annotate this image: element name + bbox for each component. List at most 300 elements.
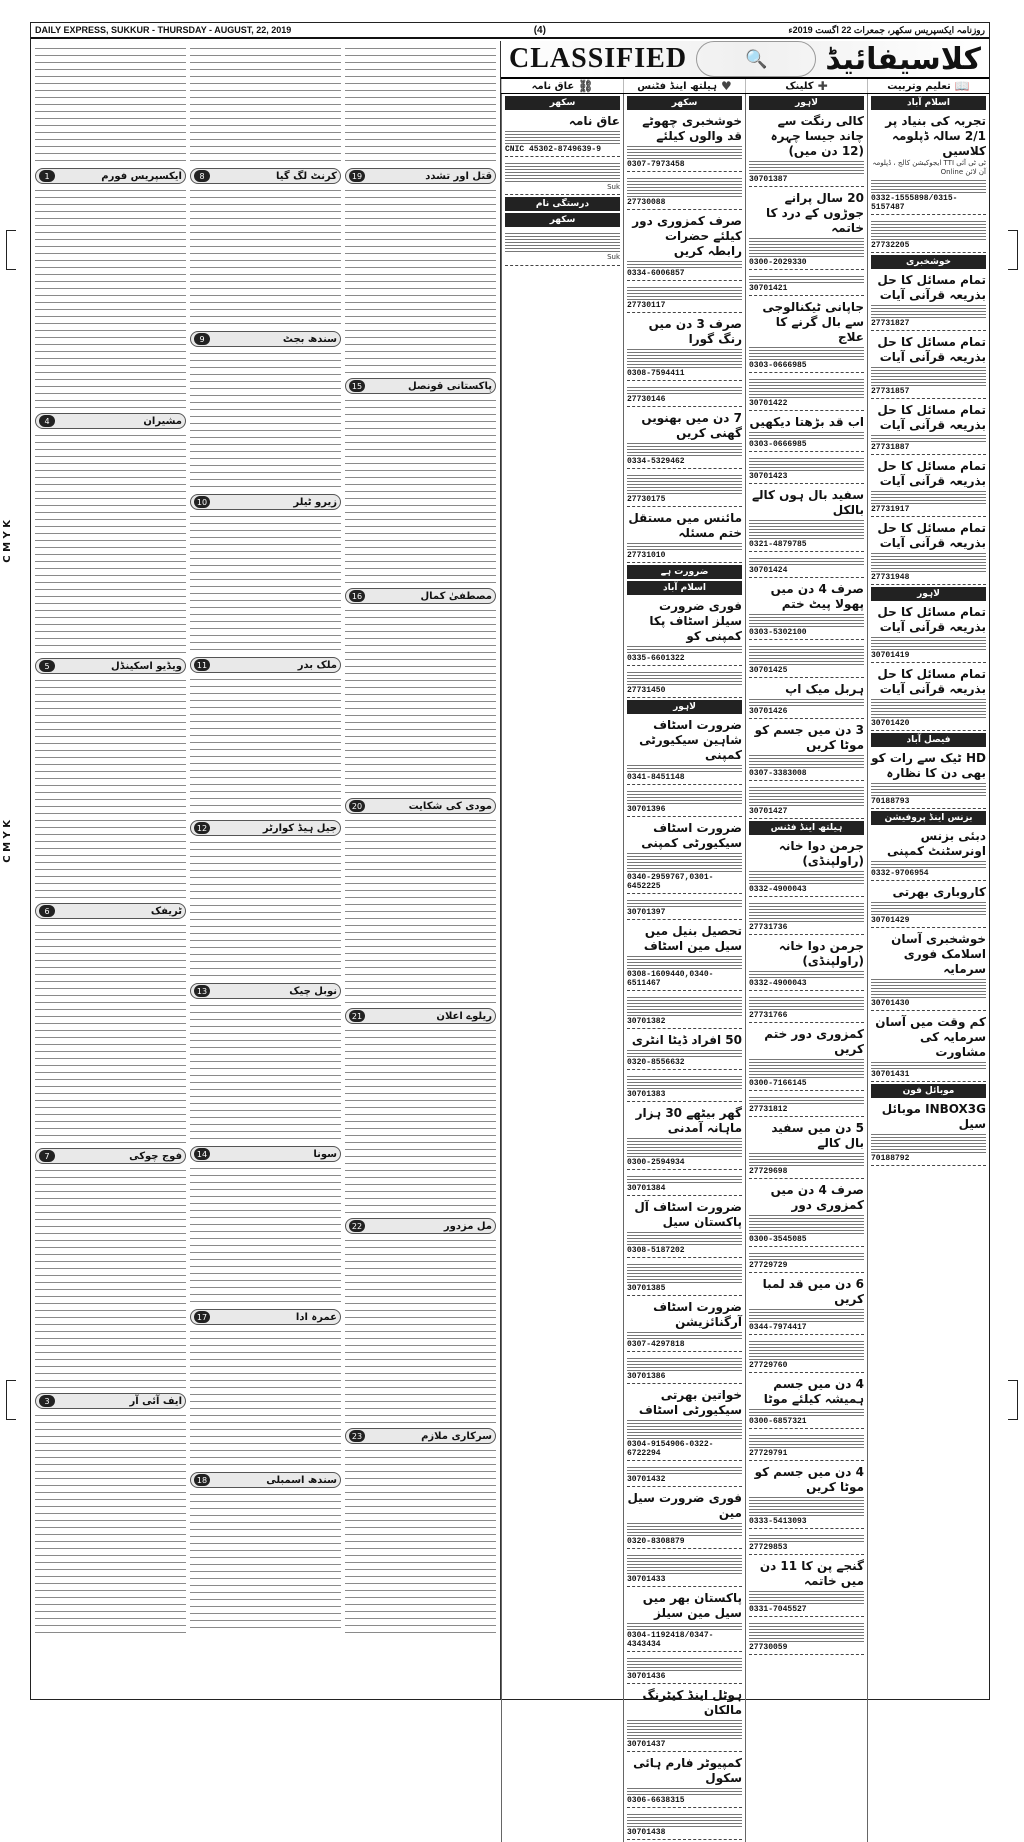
classified-ad: [627, 1260, 742, 1296]
ad-headline: اب قد بڑھتا دیکھیں: [749, 415, 864, 429]
classified-columns: [501, 94, 989, 1842]
ad-contact: 0300-3545085: [749, 1235, 807, 1244]
ad-contact: 27731857: [871, 386, 910, 396]
classified-ad: [627, 1754, 742, 1808]
news-story: [190, 1472, 341, 1632]
ad-contact: 30701385: [627, 1284, 666, 1293]
ad-body-text: [871, 303, 986, 319]
news-story: [190, 1309, 341, 1469]
news-story: [35, 413, 186, 655]
classified-ad: [749, 1337, 864, 1373]
classified-ad: [627, 112, 742, 172]
ad-headline: 4 دن میں جسم ہمیشہ کیلئے موٹا: [763, 1377, 864, 1406]
story-header: [35, 658, 186, 674]
classified-ad: [627, 471, 742, 507]
classified-ad: [749, 1463, 864, 1529]
classified-ad: [749, 837, 864, 897]
ad-contact: 30701383: [627, 1090, 666, 1099]
story-text: [35, 432, 186, 655]
ad-headline: تمام مسائل کا حل بذریعہ قرآنی آیات: [877, 334, 986, 364]
classified-ad: [627, 1463, 742, 1487]
ad-headline: صرف 4 دن میں پھولا پیٹ ختم: [770, 582, 864, 611]
story-header: [35, 168, 186, 184]
ad-body-text: [505, 161, 620, 183]
book-icon: 📖: [954, 79, 970, 93]
classified-ad: [749, 899, 864, 935]
ad-body-text: [627, 954, 742, 970]
ad-contact: 30701423: [749, 472, 788, 481]
ad-headline: ضرورت اسٹاف آل پاکستان سیل: [634, 1200, 742, 1229]
news-story: [35, 1393, 186, 1635]
story-text: [345, 1027, 496, 1215]
classified-ad: [627, 819, 742, 894]
story-header: [345, 798, 496, 814]
ad-body-text: [505, 129, 620, 145]
story-title: مودی کی شکایت: [408, 800, 492, 812]
classified-ad: [749, 937, 864, 991]
banner-urdu: کلاسیفائیڈ: [825, 41, 981, 77]
news-story: [35, 1148, 186, 1390]
section-heading: ضرورت ہے: [627, 565, 742, 579]
crop-mark: [1008, 230, 1018, 270]
news-story: [345, 1428, 496, 1635]
story-title: نوبل چیک: [289, 985, 337, 997]
section-heading: خوشخبری: [871, 255, 986, 269]
story-text: [345, 187, 496, 375]
ad-contact: 30701437: [627, 1740, 666, 1749]
ad-body-text: [627, 763, 742, 773]
ad-contact: 30701386: [627, 1372, 666, 1381]
story-text: [345, 1237, 496, 1425]
page-header: [31, 23, 989, 39]
story-text: [190, 513, 341, 654]
ad-body-text: [627, 898, 742, 908]
classified-ad: [627, 787, 742, 817]
story-title: سندھ بجٹ: [282, 333, 337, 345]
ad-body-text: [749, 1533, 864, 1543]
ad-body-text: [627, 285, 742, 301]
classified-ad: [627, 1386, 742, 1461]
ad-body-text: [871, 977, 986, 999]
ad-contact: 27731827: [871, 318, 910, 328]
classified-ad: [871, 665, 986, 731]
classified-ad: [627, 922, 742, 991]
story-title: جیل ہیڈ کوارٹر: [262, 822, 337, 834]
newspaper-page: [30, 22, 990, 1837]
ad-contact: 30701432: [627, 1475, 666, 1484]
story-number: 16: [349, 590, 365, 602]
story-text: [35, 677, 186, 900]
story-text: [345, 45, 496, 165]
news-story: [190, 168, 341, 328]
ad-body-text: [627, 1136, 742, 1158]
ad-body-text: [749, 159, 864, 175]
section-heading: سکھر: [505, 96, 620, 110]
news-column-1: [345, 45, 496, 1695]
classified-ad: [505, 159, 620, 195]
ad-contact: 30701382: [627, 1017, 666, 1026]
ad-body-text: [627, 1621, 742, 1631]
ad-headline: فوری ضرورت سیلز اسٹاف پکا کمپنی کو: [649, 599, 742, 643]
ad-body-text: [749, 644, 864, 666]
classified-ad: [627, 1589, 742, 1652]
ad-headline: گنجے پن کا 11 دن میں خاتمہ: [759, 1559, 864, 1588]
crop-mark: [1008, 1380, 1018, 1420]
ad-contact: 27730088: [627, 198, 666, 207]
ad-headline: فوری ضرورت سیل مین: [627, 1491, 742, 1520]
ad-contact: 0304-1192418/0347-4343434: [627, 1631, 714, 1649]
category-clinic: ✚ کلینک: [745, 79, 867, 93]
ad-headline: خوشخبری چھوٹے قد والوں کیلئے: [642, 114, 742, 143]
ad-text: Suk: [607, 253, 620, 262]
news-story: [345, 168, 496, 375]
classified-ad: [627, 1104, 742, 1170]
classified-ad: [627, 1031, 742, 1070]
ad-headline: تجربہ کی بنیاد پر 2/1 سالہ ڈپلومہ کلاسیں: [885, 114, 986, 158]
ad-body-text: [627, 1356, 742, 1372]
classified-ad: [627, 1686, 742, 1752]
ad-contact: 30701425: [749, 666, 788, 675]
news-story: [35, 658, 186, 900]
category-health-fitness: ♥ ہیلتھ اینڈ فٹنس: [623, 79, 745, 93]
story-header: [345, 1218, 496, 1234]
ad-body-text: [627, 851, 742, 873]
story-title: ایف آئی آر: [129, 1395, 182, 1407]
ad-contact: 30701396: [627, 805, 666, 814]
classified-ad: [627, 174, 742, 210]
classified-column: [745, 94, 867, 1842]
classified-ad: [749, 1557, 864, 1617]
story-number: 3: [39, 1395, 55, 1407]
classified-ad: [749, 1119, 864, 1179]
ad-contact: 30701430: [871, 998, 910, 1008]
story-title: پاکستانی قونصل: [407, 380, 492, 392]
classified-ad: [749, 1375, 864, 1429]
ad-body-text: [749, 518, 864, 540]
ad-body-text: [749, 1495, 864, 1517]
classified-ad: [749, 189, 864, 270]
ad-headline: تمام مسائل کا حل بذریعہ قرآنی آیات: [877, 520, 986, 550]
story-title: سندھ اسمبلی: [266, 1474, 337, 1486]
story-text: [345, 607, 496, 795]
ad-contact: 30701426: [749, 707, 788, 716]
story-header: [35, 1148, 186, 1164]
classified-ad: [749, 298, 864, 373]
classified-ad: [749, 783, 864, 819]
ad-contact: 27731917: [871, 504, 910, 514]
ad-body-text: [871, 219, 986, 241]
news-story: [35, 903, 186, 1145]
classified-ad: [749, 554, 864, 578]
ad-body-text: [627, 1656, 742, 1672]
ad-headline: تمام مسائل کا حل بذریعہ قرآنی آیات: [877, 402, 986, 432]
section-heading: لاہور: [627, 700, 742, 714]
ad-headline: گھر بیٹھے 30 ہزار ماہانہ آمدنی: [635, 1106, 742, 1135]
ad-contact: 30701436: [627, 1672, 666, 1681]
ad-contact: 30701421: [749, 284, 788, 293]
classified-ad: [627, 716, 742, 785]
ad-body-text: [749, 1621, 864, 1643]
category-disownment: ⛓ عاق نامہ: [501, 79, 623, 93]
ad-body-text: [749, 430, 864, 440]
ad-body-text: [749, 1251, 864, 1261]
ad-headline: 6 دن میں قد لمبا کریں: [762, 1277, 864, 1306]
ad-body-text: [871, 697, 986, 719]
ad-contact: 27732205: [871, 240, 910, 250]
news-column-2: [190, 45, 341, 1695]
section-heading: بزنس اینڈ پروفیشن: [871, 811, 986, 825]
ad-body-text: [871, 178, 986, 194]
ad-headline: دبئی بزنس اونرسٹنٹ کمپنی: [887, 828, 986, 858]
section-heading: سکھر: [627, 96, 742, 110]
classified-ad: [749, 1619, 864, 1655]
ad-body-text: [627, 1262, 742, 1284]
news-story: [345, 378, 496, 585]
ad-body-text: [749, 901, 864, 923]
header-urdu-date: روزنامہ ایکسپریس سکھر، جمعرات 22 اگست 2019ء: [788, 24, 985, 35]
story-title: زیرو ٹیلر: [293, 496, 337, 508]
ad-contact: 0333-5413093: [749, 1517, 807, 1526]
story-text: [190, 1002, 341, 1143]
ad-contact: 27730059: [749, 1643, 788, 1652]
ad-headline: مائنس میں مستقل ختم مسئلہ: [628, 511, 742, 540]
story-number: 6: [39, 905, 55, 917]
story-text: [345, 1447, 496, 1635]
story-text: [35, 1412, 186, 1635]
ad-contact: 0340-2959767,0301-6452225: [627, 873, 714, 891]
story-number: 15: [349, 380, 365, 392]
ad-body-text: [871, 1132, 986, 1154]
ad-headline: صرف 4 دن میں کمزوری دور: [770, 1183, 864, 1212]
story-header: [345, 1428, 496, 1444]
story-number: 10: [194, 496, 210, 508]
ad-body-text: [749, 274, 864, 284]
ad-body-text: [871, 1060, 986, 1070]
ad-headline: تحصیل بنیل میں سیل مین اسٹاف: [643, 924, 742, 953]
story-text: [190, 1328, 341, 1469]
classified-ad: [627, 409, 742, 469]
classified-ad: [627, 668, 742, 698]
classified-ad: [627, 283, 742, 313]
classified-ad: [749, 1249, 864, 1273]
ad-headline: ضرورت اسٹاف آرگنائزیشن: [653, 1300, 742, 1329]
ad-body-text: [749, 1307, 864, 1323]
ad-contact: 27729791: [749, 1449, 788, 1458]
ad-body-text: [749, 1339, 864, 1361]
classified-section: [501, 41, 989, 1837]
ad-body-text: [627, 1718, 742, 1740]
magnifier-icon: 🔍: [696, 41, 816, 77]
classified-ad: [871, 827, 986, 881]
ad-body-text: [627, 1330, 742, 1340]
ad-headline: ضرورت اسٹاف سیکیورٹی کمپنی: [641, 821, 742, 850]
ad-headline: سفید بال ہوں کالے بالکل: [751, 488, 864, 517]
ad-contact: 27731736: [749, 923, 788, 932]
ad-headline: 3 دن میں جسم کو موٹا کریں: [754, 723, 864, 752]
ad-body-text: [627, 1465, 742, 1475]
classified-ad: [505, 229, 620, 265]
story-header: [345, 1008, 496, 1024]
story-text: [190, 1491, 341, 1632]
section-heading: اسلام آباد: [871, 96, 986, 110]
news-story: [35, 168, 186, 410]
ad-headline: کاروباری بھرتی: [892, 884, 986, 899]
ad-contact: 0307-4297818: [627, 1340, 685, 1349]
classified-ad: [871, 217, 986, 253]
story-header: [190, 168, 341, 184]
classified-ad: [749, 721, 864, 781]
story-title: ایکسپریس فورم: [101, 170, 182, 182]
classified-ad: [505, 112, 620, 157]
story-title: ملک بدر: [297, 659, 337, 671]
ad-contact: 0332-1555898/0315-5157487: [871, 193, 958, 212]
story-header: [345, 378, 496, 394]
section-heading: لاہور: [749, 96, 864, 110]
ad-headline: تمام مسائل کا حل بذریعہ قرآنی آیات: [877, 604, 986, 634]
ad-headline: INBOX3G موبائل سیل: [881, 1101, 986, 1131]
story-number: 14: [194, 1148, 210, 1160]
news-story: [345, 1008, 496, 1215]
ad-headline: صرف کمزوری دور کیلئے حضرات رابطہ کریں: [632, 214, 742, 258]
ad-headline: خواتین بھرتی سیکیورٹی اسٹاف: [638, 1388, 742, 1417]
category-bar: [501, 79, 989, 94]
banner-english: CLASSIFIED: [509, 43, 688, 74]
ad-contact: 0303-5302100: [749, 628, 807, 637]
ad-body-text: [627, 670, 742, 686]
classified-ad: [871, 519, 986, 585]
classified-ad: [871, 112, 986, 215]
ad-body-text: [749, 236, 864, 258]
classified-ad: [871, 1100, 986, 1166]
classified-ad: [627, 212, 742, 281]
story-title: فوج چوکی: [129, 1150, 182, 1162]
classified-ad: [871, 1013, 986, 1082]
category-education: 📖 تعلیم وتربیت: [867, 79, 989, 93]
classified-ad: [627, 1810, 742, 1840]
ad-contact: 0320-8308879: [627, 1537, 685, 1546]
ad-headline: تمام مسائل کا حل بذریعہ قرآنی آیات: [877, 272, 986, 302]
classified-ad: [627, 1172, 742, 1196]
ad-contact: 30701433: [627, 1575, 666, 1584]
ad-body-text: [749, 785, 864, 807]
ad-headline: کمزوری دور ختم کریں: [764, 1027, 864, 1056]
ad-body-text: [871, 900, 986, 916]
classified-ad: [749, 680, 864, 719]
classified-ad: [627, 1654, 742, 1684]
story-title: مشیران: [143, 415, 182, 427]
ad-contact: 0321-4879785: [749, 540, 807, 549]
classified-ad: [749, 993, 864, 1023]
ad-contact: 27731812: [749, 1105, 788, 1114]
ad-contact: 0307-7973458: [627, 160, 685, 169]
ad-body-text: [627, 541, 742, 551]
story-text: [190, 676, 341, 817]
story-text: [35, 1167, 186, 1390]
ad-headline: جرمن دوا خانہ (راولپنڈی): [778, 839, 864, 868]
ad-contact: 30701431: [871, 1069, 910, 1079]
ad-text: ٹی ٹی آئی TTI ایجوکیشن کالج ، ڈپلومہ آن لائن Online: [872, 159, 986, 177]
ad-contact: 0332-4900043: [749, 885, 807, 894]
ad-body-text: [749, 753, 864, 769]
ad-body-text: [749, 456, 864, 472]
ad-contact: 30701422: [749, 399, 788, 408]
ad-contact: 0308-1609440,0340-6511467: [627, 970, 714, 988]
story-number: 7: [39, 1150, 55, 1162]
classified-ad: [627, 1072, 742, 1102]
story-text: [190, 839, 341, 980]
ad-body-text: [749, 1151, 864, 1167]
ad-headline: عاق نامہ: [568, 114, 620, 128]
ad-body-text: [749, 377, 864, 399]
story-title: ٹریفک: [150, 905, 182, 917]
ad-headline: صرف 3 دن میں رنگ گورا: [648, 317, 742, 346]
story-header: [190, 494, 341, 510]
ad-body-text: [627, 644, 742, 654]
story-text: [345, 397, 496, 585]
classified-column: [501, 94, 623, 1842]
ad-contact: 0334-5329462: [627, 457, 685, 466]
ad-body-text: [749, 556, 864, 566]
ad-contact: 0308-5187202: [627, 1246, 685, 1255]
ad-body-text: [749, 1095, 864, 1105]
classified-ad: [749, 454, 864, 484]
story-text: [190, 187, 341, 328]
classified-ad: [749, 1025, 864, 1091]
ad-body-text: [627, 473, 742, 495]
cmyk-mark-top: C M Y K: [2, 520, 13, 563]
section-heading: اسلام آباد: [627, 581, 742, 595]
ad-contact: 30701420: [871, 718, 910, 728]
news-story: [190, 820, 341, 980]
news-story: [190, 983, 341, 1143]
ad-contact: 0303-0666985: [749, 361, 807, 370]
section-heading: ہیلتھ اینڈ فٹنس: [749, 821, 864, 835]
ad-body-text: [627, 1418, 742, 1440]
news-story: [345, 1218, 496, 1425]
ad-body-text: [627, 1553, 742, 1575]
ad-contact: 0300-2594934: [627, 1158, 685, 1167]
ad-body-text: [871, 433, 986, 443]
ad-headline: 20 سال پرانے جوڑوں کے درد کا خاتمہ: [765, 191, 864, 235]
ad-body-text: [627, 347, 742, 369]
section-heading: سکھر: [505, 213, 620, 227]
classified-ad: [749, 486, 864, 552]
ad-contact: 0334-6006857: [627, 269, 685, 278]
story-header: [345, 588, 496, 604]
story-number: 1: [39, 170, 55, 182]
ad-body-text: [505, 231, 620, 253]
story-title: ویڈیو اسکینڈل: [111, 660, 182, 672]
fitness-icon: ♥: [721, 79, 732, 93]
ad-body-text: [749, 697, 864, 707]
classified-ad: [627, 1489, 742, 1549]
story-header: [35, 1393, 186, 1409]
ad-contact: 27731010: [627, 551, 666, 560]
ad-body-text: [627, 259, 742, 269]
ad-contact: 70188792: [871, 1153, 910, 1163]
ad-headline: جرمن دوا خانہ (راولپنڈی): [778, 939, 864, 968]
ad-headline: ضرورت اسٹاف شاہین سیکیورٹی کمپنی: [639, 718, 742, 762]
classified-ad: [871, 603, 986, 663]
ad-body-text: [871, 365, 986, 387]
ad-headline: پاکستان بھر میں سیل مین سیلز: [642, 1591, 742, 1620]
story-header: [345, 168, 496, 184]
ad-body-text: [749, 869, 864, 885]
ad-contact: 0308-7594411: [627, 369, 685, 378]
ad-body-text: [871, 635, 986, 651]
ad-contact: 27731887: [871, 442, 910, 452]
story-title: مل مزدور: [443, 1220, 492, 1232]
